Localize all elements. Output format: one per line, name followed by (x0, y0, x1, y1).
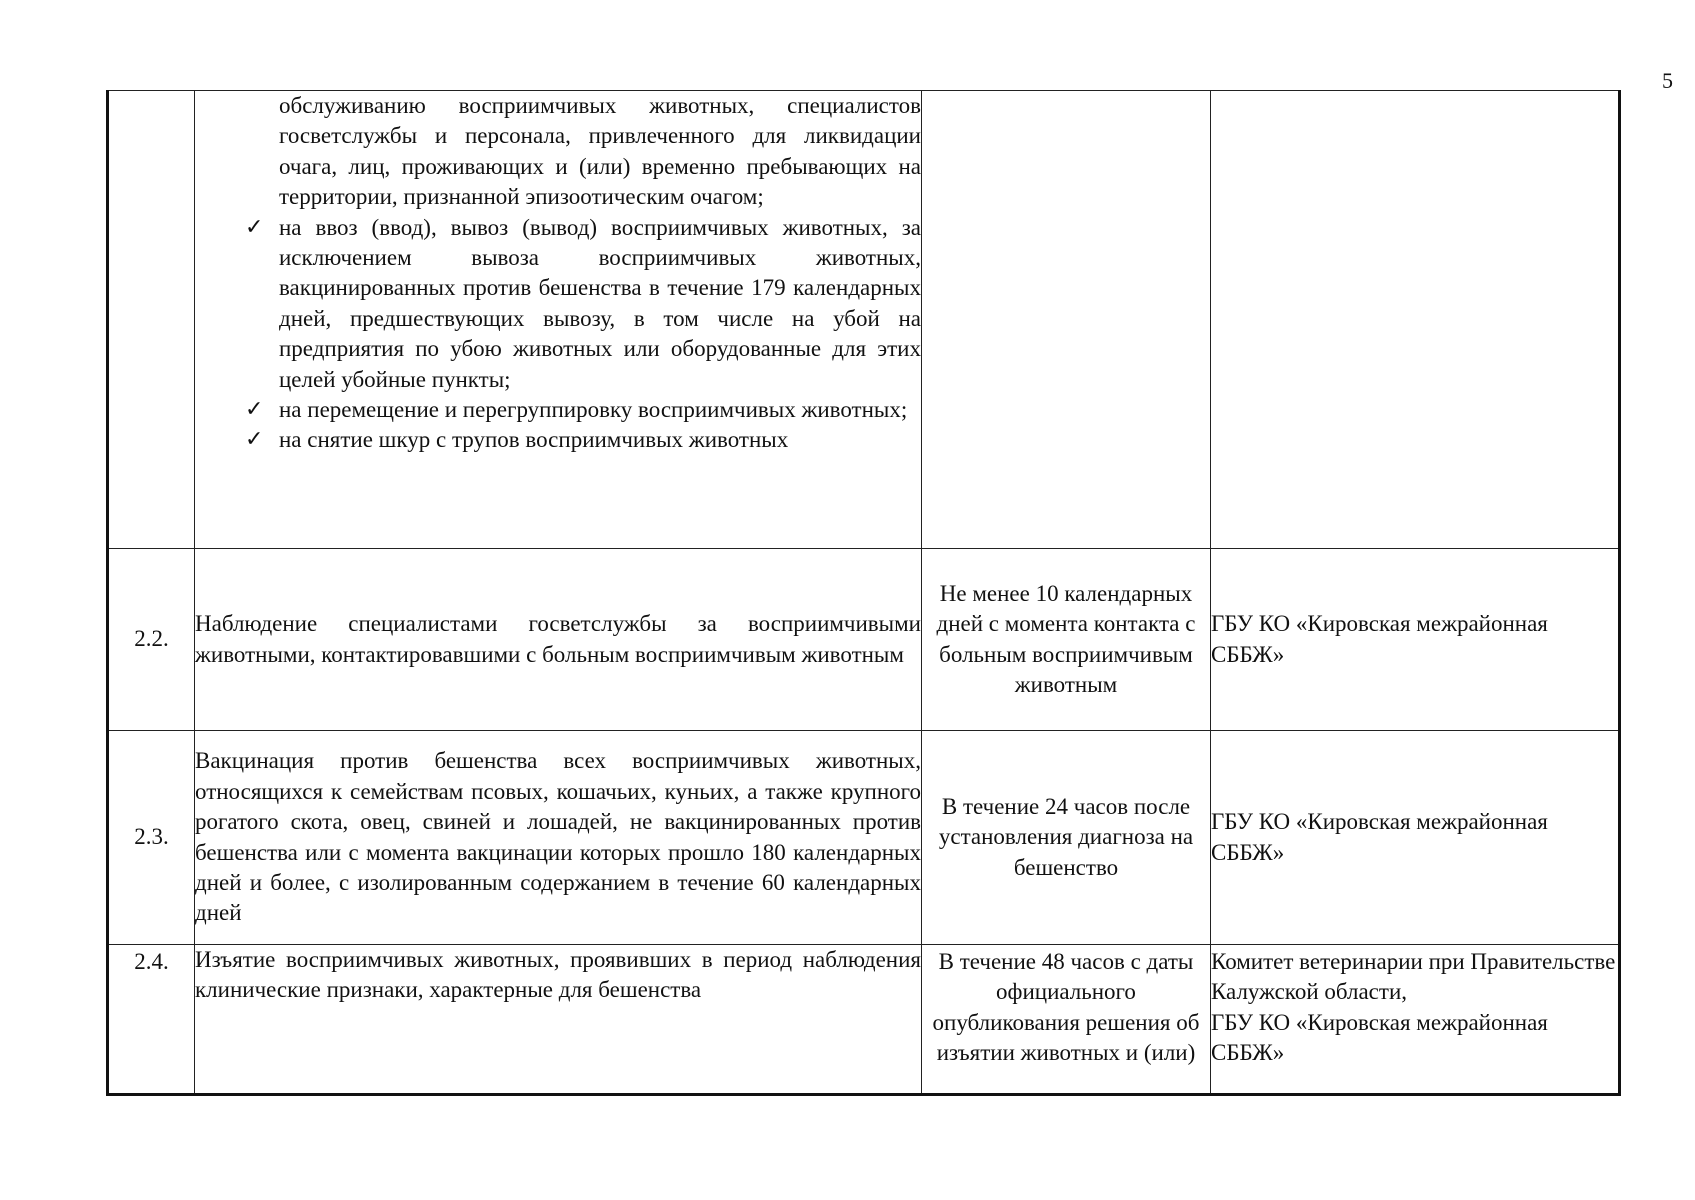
list-item-text: на ввоз (ввод), вывоз (вывод) восприимчивых животных, за исключением вывоза восприимчивых животных, вакцинированных против бешенства в течение 179 календарных дней, предшествующих вывозу, в том числе на убой на предприятия по убою животных или оборудованные для этих целей убойные пункты; (279, 214, 921, 392)
measure-text: Наблюдение специалистами госветслужбы за восприимчивыми животными, контактировавшими с больным восприимчивым животным (195, 549, 922, 731)
term-cell-empty (922, 91, 1211, 549)
term-text: В течение 48 часов с даты официального опубликования решения об изъятии животных и (или) (922, 945, 1211, 1095)
term-text: Не менее 10 календарных дней с момента контакта с больным восприимчивым животным (922, 549, 1211, 731)
responsible-line: Комитет ветеринарии при Правительстве Калужской области, (1211, 949, 1616, 1005)
table-row (108, 945, 1620, 1095)
measures-table (106, 90, 1621, 1096)
page-number: 5 (1662, 68, 1673, 93)
responsible-text: ГБУ КО «Кировская межрайонная СББЖ» (1211, 549, 1620, 731)
table-row (108, 549, 1620, 731)
checkmark-icon: ✓ (245, 397, 264, 423)
row-number: 2.3. (108, 731, 195, 945)
table-row-continuation (108, 91, 1620, 549)
list-item-text: на перемещение и перегруппировку восприимчивых животных; (279, 397, 908, 423)
list-item (195, 395, 921, 425)
responsible-line: ГБУ КО «Кировская межрайонная СББЖ» (1211, 1009, 1548, 1066)
checkmark-icon: ✓ (245, 427, 264, 453)
list-item (195, 213, 921, 395)
restrictions-list (195, 213, 921, 456)
responsible-cell-empty (1211, 91, 1620, 549)
checkmark-icon: ✓ (245, 214, 264, 240)
list-item (195, 425, 921, 455)
row-number: 2.2. (108, 549, 195, 731)
row-number: 2.4. (108, 945, 195, 1095)
responsible-text: ГБУ КО «Кировская межрайонная СББЖ» (1211, 731, 1620, 945)
measure-text: Изъятие восприимчивых животных, проявивших в период наблюдения клинические признаки, характерные для бешенства (195, 945, 922, 1095)
term-text: В течение 24 часов после установления диагноза на бешенство (922, 731, 1211, 945)
table-row (108, 731, 1620, 945)
list-item-text: на снятие шкур с трупов восприимчивых животных (279, 427, 789, 453)
measure-text: Вакцинация против бешенства всех восприимчивых животных, относящихся к семействам псовых, кошачьих, куньих, а также крупного рогатого скота, овец, свиней и лошадей, не вакцинированных против бешенства или с момента вакцинации которых прошло 180 календарных дней и более, с изолированным содержанием в течение 60 календарных дней (195, 731, 922, 945)
responsible-cell (1211, 945, 1620, 1095)
number-cell-empty (108, 91, 195, 549)
continuation-intro: обслуживанию восприимчивых животных, специалистов госветслужбы и персонала, привлеченного для ликвидации очага, лиц, проживающих и (или) временно пребывающих на территории, признанной эпизоотическим очагом; (279, 93, 921, 210)
measure-cell-continuation (195, 91, 922, 549)
